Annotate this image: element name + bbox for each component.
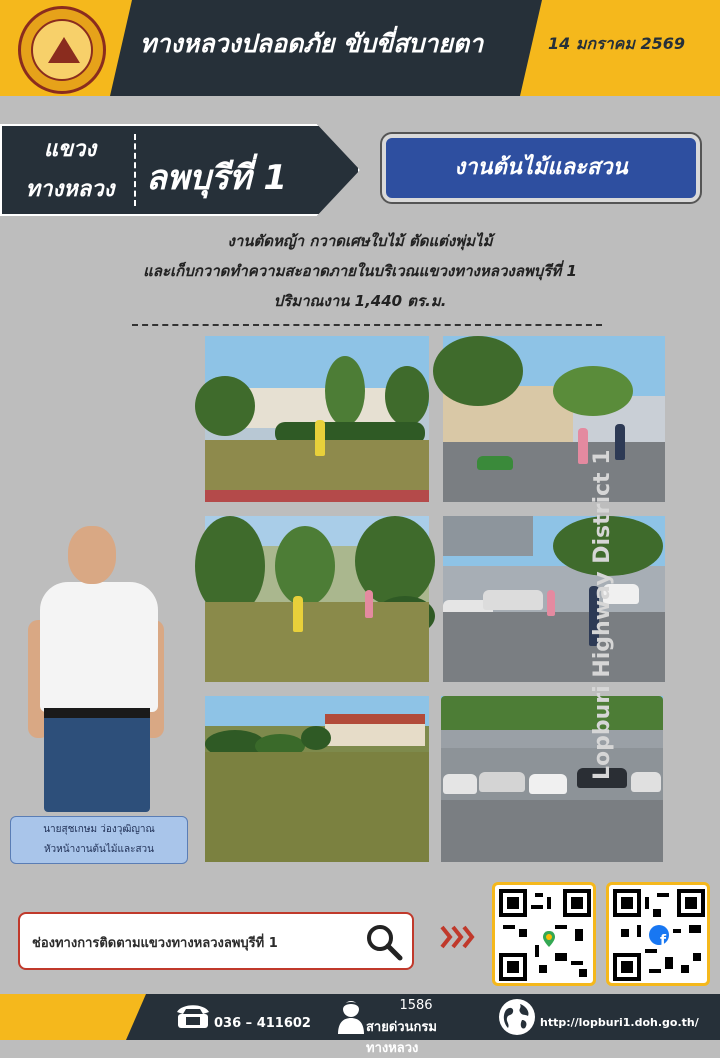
footer-yellow-band xyxy=(0,994,150,1040)
footer-phone[interactable]: 036 – 411602 xyxy=(214,1016,311,1031)
post-date: 14 มกราคม 2569 xyxy=(548,34,685,53)
footer-hotline-label: สายด่วนกรมทางหลวง xyxy=(366,1020,437,1056)
logo-mountain-icon xyxy=(48,37,80,63)
chevron-right-icon xyxy=(438,922,478,952)
description-line3: ปริมาณงาน 1,440 ตร.ม. xyxy=(273,292,447,310)
follow-channel-text: ช่องทางการติดตามแขวงทางหลวงลพบุรีที่ 1 xyxy=(32,936,278,951)
work-description xyxy=(60,226,660,316)
unit-name: งานต้นไม้และสวน xyxy=(454,155,628,180)
search-icon[interactable] xyxy=(364,922,404,962)
phone-icon xyxy=(176,1002,210,1030)
follow-channel-box[interactable] xyxy=(18,912,414,970)
department-logo xyxy=(18,6,106,94)
description-line2: และเก็บกวาดทำความสะอาดภายในบริเวณแขวงทางหลวงลพบุรีที่ 1 xyxy=(143,262,577,280)
district-divider xyxy=(134,134,136,206)
photo-trimmed-lawn xyxy=(205,696,429,862)
district-label-line2: ทางหลวง xyxy=(25,177,115,202)
watermark-text: Lopburi Highway District 1 xyxy=(590,449,615,780)
page-title: ทางหลวงปลอดภัย ขับขี่สบายตา xyxy=(140,29,484,58)
qr-code-facebook[interactable] xyxy=(606,882,710,986)
map-pin-icon xyxy=(535,925,555,945)
photo-lawn-mowing xyxy=(205,516,429,682)
district-name: ลพบุรีที่ 1 xyxy=(146,158,287,198)
team-leader-photo xyxy=(28,520,168,812)
photo-grass-cutting xyxy=(205,336,429,502)
footer-website[interactable]: http://lopburi1.doh.go.th/ xyxy=(540,1016,699,1029)
hotline-icon xyxy=(336,998,366,1034)
unit-badge xyxy=(382,134,700,202)
photo-parking-sweeping xyxy=(443,516,665,682)
team-leader-position: หัวหน้างานต้นไม้และสวน xyxy=(43,844,155,855)
description-line1: งานตัดหญ้า กวาดเศษใบไม้ ตัดแต่งพุ่มไม้ xyxy=(227,232,493,250)
team-leader-caption xyxy=(10,816,188,864)
district-label xyxy=(10,130,130,210)
description-separator xyxy=(132,324,602,326)
facebook-icon xyxy=(649,925,669,949)
photo-sweeping-road xyxy=(443,336,665,502)
globe-icon xyxy=(498,998,536,1036)
qr-code-map[interactable] xyxy=(492,882,596,986)
svg-text:f: f xyxy=(660,933,667,949)
logo-emblem xyxy=(31,19,93,81)
footer-hotline-number[interactable]: 1586 xyxy=(399,998,433,1013)
photo-parking-lot xyxy=(441,696,663,862)
team-leader-name: นายสุชเกษม ว่องวุฒิญาณ xyxy=(43,824,155,835)
header xyxy=(0,0,720,96)
district-label-line1: แขวง xyxy=(43,137,97,162)
